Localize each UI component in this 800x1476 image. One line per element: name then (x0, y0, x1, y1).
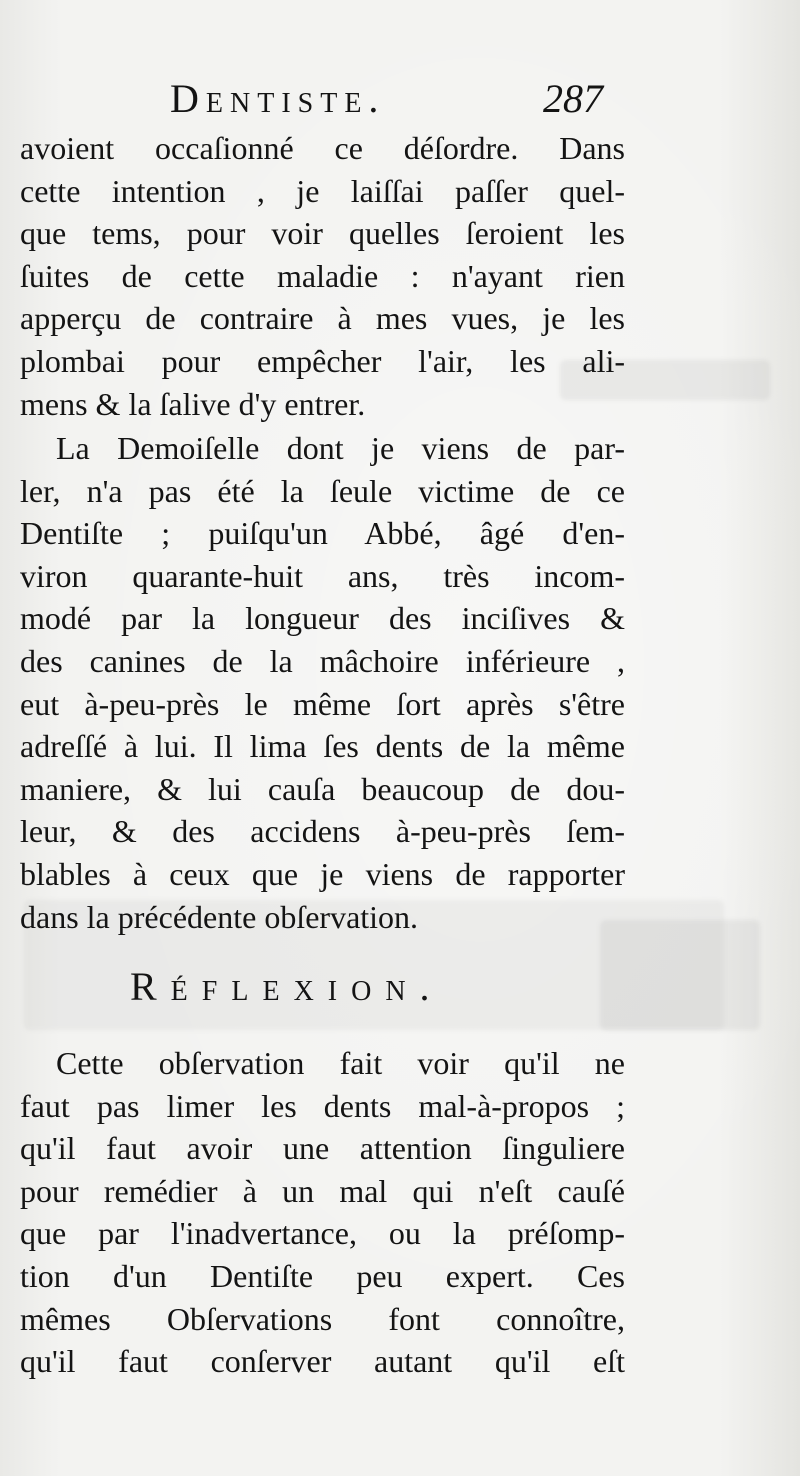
text-line: que par l'inadvertance, ou la préſomp- (20, 1215, 625, 1252)
text-line: La Demoiſelle dont je viens de par- (56, 430, 625, 466)
text-line: apperçu de contraire à mes vues, je les (20, 300, 625, 337)
text-line: mens & la ſalive d'y entrer. (20, 385, 366, 422)
text-line: modé par la longueur des inciſives & (20, 600, 625, 637)
text-line: eut à-peu-près le même ſort après s'être (20, 685, 625, 722)
section-heading: Réflexion. (130, 964, 444, 1009)
page-number: 287 (543, 76, 603, 121)
text-line: des canines de la mâchoire inférieure , (20, 642, 625, 679)
text-line: viron quarante-huit ans, très incom- (20, 557, 625, 594)
text-line: faut pas limer les dents mal-à-propos ; (20, 1087, 625, 1124)
text-line: avoient occaſionné ce déſordre. Dans (20, 130, 625, 166)
text-line: ler, n'a pas été la ſeule victime de ce (20, 472, 625, 509)
text-line: blables à ceux que je viens de rapporter (20, 855, 625, 892)
text-line: adreſſé à lui. Il lima ſes dents de la même (20, 728, 625, 765)
paragraph (20, 427, 625, 938)
text-line: cette intention , je laiſſai paſſer quel- (20, 172, 625, 209)
text-line: mêmes Obſervations font connoître, (20, 1300, 625, 1337)
text-line: tion d'un Dentiſte peu expert. Ces (20, 1257, 625, 1294)
paragraph (20, 1042, 625, 1383)
text-line: qu'il faut avoir une attention ſinguliere (20, 1130, 625, 1167)
text-line: maniere, & lui cauſa beaucoup de dou- (20, 770, 625, 807)
text-line: qu'il faut conſerver autant qu'il eſt (20, 1343, 625, 1380)
text-line: Dentiſte ; puiſqu'un Abbé, âgé d'en- (20, 515, 625, 552)
text-line: ſuites de cette maladie : n'ayant rien (20, 257, 625, 294)
text-line: pour remédier à un mal qui n'eſt cauſé (20, 1172, 625, 1209)
text-line: Cette obſervation fait voir qu'il ne (56, 1045, 625, 1081)
paragraph-continued (20, 127, 625, 425)
text-line: leur, & des accidens à-peu-près ſem- (20, 813, 625, 850)
text-line: dans la précédente obſervation. (20, 898, 419, 935)
text-line: que tems, pour voir quelles ſeroient les (20, 215, 625, 252)
page-header (0, 74, 800, 124)
text-line: plombai pour empêcher l'air, les ali- (20, 342, 625, 379)
running-head: Dentiste. (170, 76, 386, 121)
